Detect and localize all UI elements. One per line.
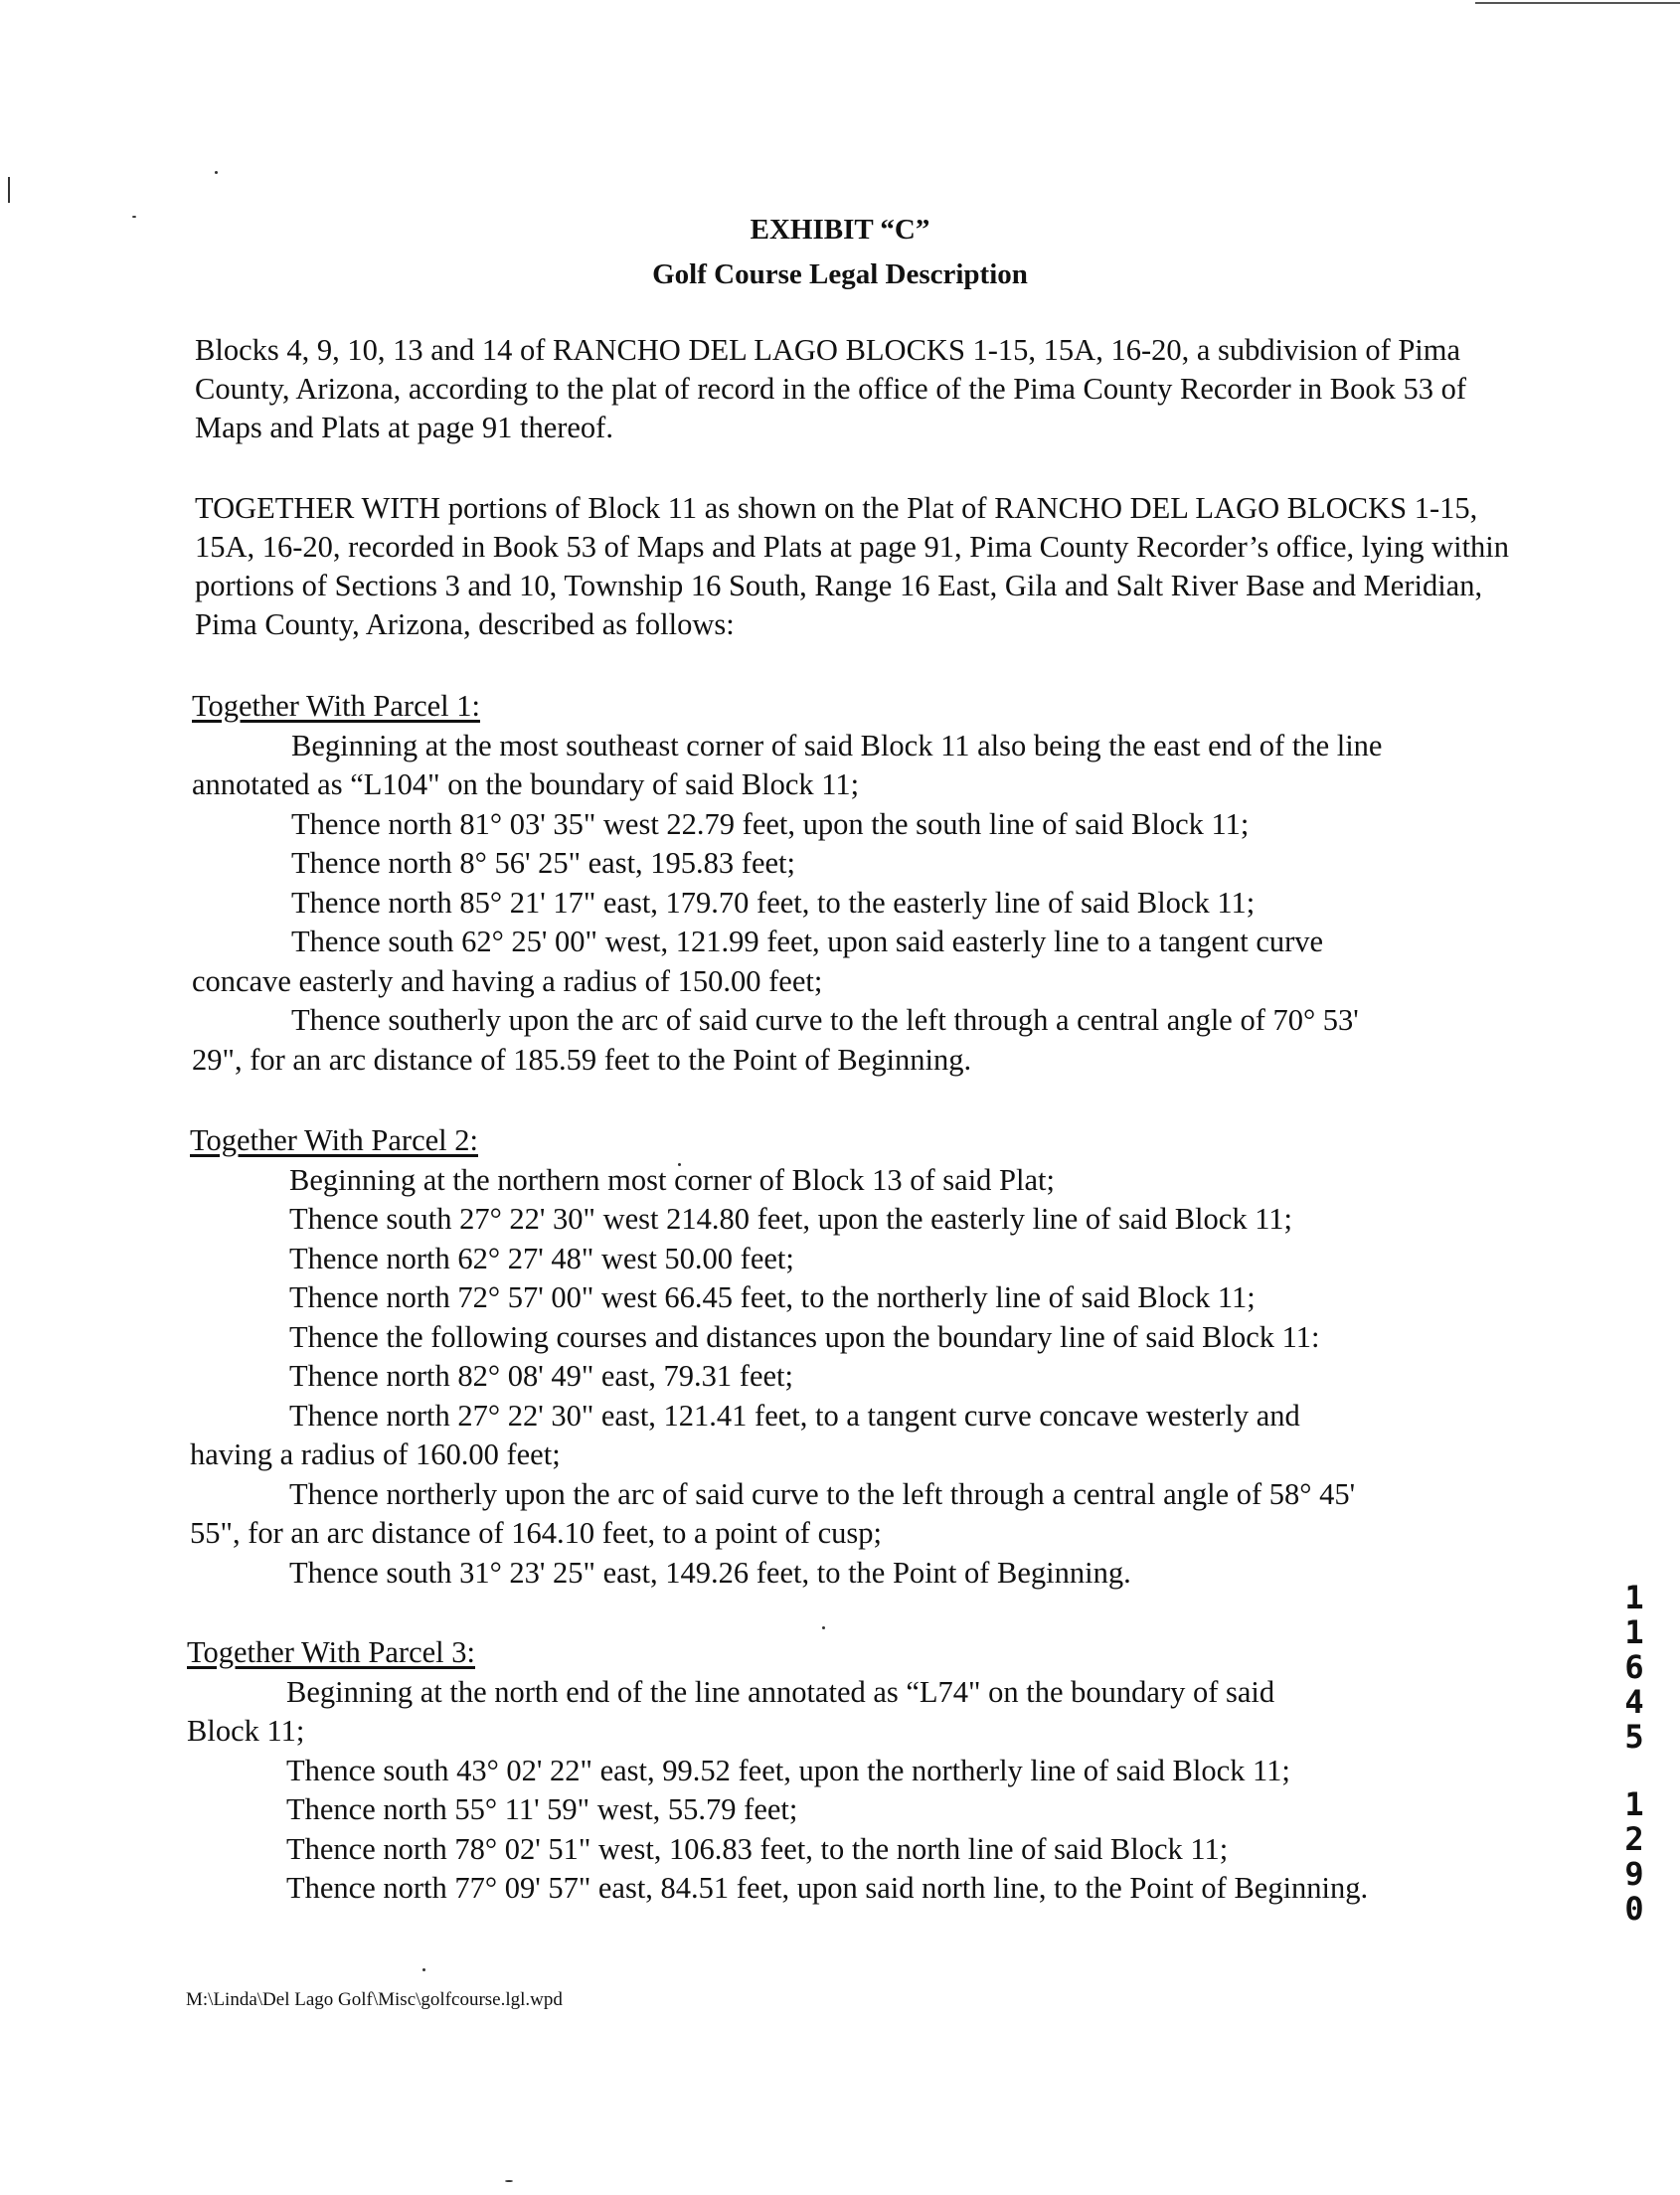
- parcel-line: Thence north 81° 03' 35" west 22.79 feet, upon the south line of said Block 11;: [291, 806, 1250, 841]
- parcel-line: Thence southerly upon the arc of said curve to the left through a central angle of 70° 53': [291, 1003, 1359, 1037]
- scan-edge-line: [1475, 2, 1680, 4]
- parcel-line: Thence north 78° 02' 51" west, 106.83 feet, to the north line of said Block 11;: [286, 1831, 1229, 1866]
- file-path-footer: M:\Linda\Del Lago Golf\Misc\golfcourse.lgl.wpd: [186, 1989, 563, 2010]
- parcel-line: having a radius of 160.00 feet;: [190, 1437, 561, 1471]
- parcel-line: Block 11;: [187, 1714, 305, 1748]
- parcel-2-heading: Together With Parcel 2:: [190, 1123, 478, 1157]
- exhibit-title: EXHIBIT “C”: [750, 214, 930, 246]
- stamp-digit: 4: [1624, 1683, 1644, 1721]
- stamp-digit: 1: [1624, 1785, 1644, 1823]
- parcel-line: Thence the following courses and distances upon the boundary line of said Block 11:: [289, 1319, 1320, 1354]
- parcel-line: Thence northerly upon the arc of said curve to the left through a central angle of 58° 45': [289, 1476, 1356, 1511]
- stamp-digit: 6: [1624, 1648, 1644, 1686]
- parcel-1-section: [192, 687, 1524, 1080]
- parcel-3-section: [187, 1633, 1519, 1909]
- parcel-line: concave easterly and having a radius of 150.00 feet;: [192, 963, 823, 998]
- parcel-line: Thence north 8° 56' 25" east, 195.83 feet;: [291, 846, 795, 880]
- parcel-line: 29", for an arc distance of 185.59 feet to the Point of Beginning.: [192, 1042, 972, 1077]
- parcel-line: Thence north 85° 21' 17" east, 179.70 feet, to the easterly line of said Block 11;: [291, 885, 1256, 920]
- parcel-line: Thence south 31° 23' 25" east, 149.26 feet, to the Point of Beginning.: [289, 1555, 1131, 1590]
- document-subtitle: Golf Course Legal Description: [652, 258, 1028, 290]
- stamp-digit: 0: [1624, 1890, 1644, 1928]
- parcel-line: Thence north 55° 11' 59" west, 55.79 feet;: [286, 1792, 798, 1826]
- stamp-digit: 1: [1624, 1613, 1644, 1651]
- parcel-line: Thence north 27° 22' 30" east, 121.41 feet, to a tangent curve concave westerly and: [289, 1398, 1300, 1433]
- parcel-line: annotated as “L104" on the boundary of said Block 11;: [192, 767, 860, 801]
- stamp-digit: 5: [1624, 1718, 1644, 1756]
- stamp-digit: 9: [1624, 1855, 1644, 1893]
- scan-speck: [215, 171, 218, 174]
- parcel-line: 55", for an arc distance of 164.10 feet, to a point of cusp;: [190, 1516, 882, 1550]
- parcel-line: Thence south 27° 22' 30" west 214.80 feet, upon the easterly line of said Block 11;: [289, 1202, 1293, 1236]
- parcel-line: Thence north 72° 57' 00" west 66.45 feet, to the northerly line of said Block 11;: [289, 1280, 1256, 1314]
- parcel-3-heading: Together With Parcel 3:: [187, 1635, 475, 1669]
- parcel-line: Thence north 77° 09' 57" east, 84.51 feet, upon said north line, to the Point of Beginning.: [286, 1871, 1369, 1905]
- parcel-line: Beginning at the most southeast corner of said Block 11 also being the east end of the line: [291, 728, 1383, 762]
- recording-stamp-book: [1614, 1581, 1654, 1755]
- intro-paragraph: Blocks 4, 9, 10, 13 and 14 of RANCHO DEL LAGO BLOCKS 1-15, 15A, 16-20, a subdivision of Pima County, Arizona, according to the plat of record in the office of the Pima County Recorder in Book 53 of Maps and Plats at page 91 thereof.: [195, 333, 1466, 444]
- parcel-line: Beginning at the north end of the line annotated as “L74" on the boundary of said: [286, 1674, 1275, 1709]
- parcel-line: Thence north 62° 27' 48" west 50.00 feet;: [289, 1241, 794, 1275]
- scan-speck: [8, 177, 10, 203]
- stamp-digit: 2: [1624, 1820, 1644, 1858]
- scan-speck: [822, 1626, 825, 1629]
- stamp-digit: 1: [1624, 1579, 1644, 1616]
- together-with-paragraph: TOGETHER WITH portions of Block 11 as shown on the Plat of RANCHO DEL LAGO BLOCKS 1-15, 15A, 16-20, recorded in Book 53 of Maps and Plats at page 91, Pima County Recorder’s office, lying within portions of Sections 3 and 10, Township 16 South, Range 16 East, Gila and Salt River Base and Meridian, Pima County, Arizona, described as follows:: [195, 491, 1510, 641]
- parcel-2-section: [190, 1121, 1522, 1593]
- recording-stamp-page: [1614, 1787, 1654, 1927]
- parcel-line: Thence south 62° 25' 00" west, 121.99 feet, upon said easterly line to a tangent curve: [291, 925, 1324, 958]
- parcel-1-heading: Together With Parcel 1:: [192, 689, 480, 723]
- parcel-line: Thence north 82° 08' 49" east, 79.31 feet;: [289, 1359, 793, 1393]
- scan-speck: [422, 1968, 425, 1971]
- scan-speck: [505, 2180, 513, 2182]
- parcel-line: Beginning at the northern most corner of Block 13 of said Plat;: [289, 1162, 1055, 1197]
- parcel-line: Thence south 43° 02' 22" east, 99.52 feet, upon the northerly line of said Block 11;: [286, 1753, 1290, 1787]
